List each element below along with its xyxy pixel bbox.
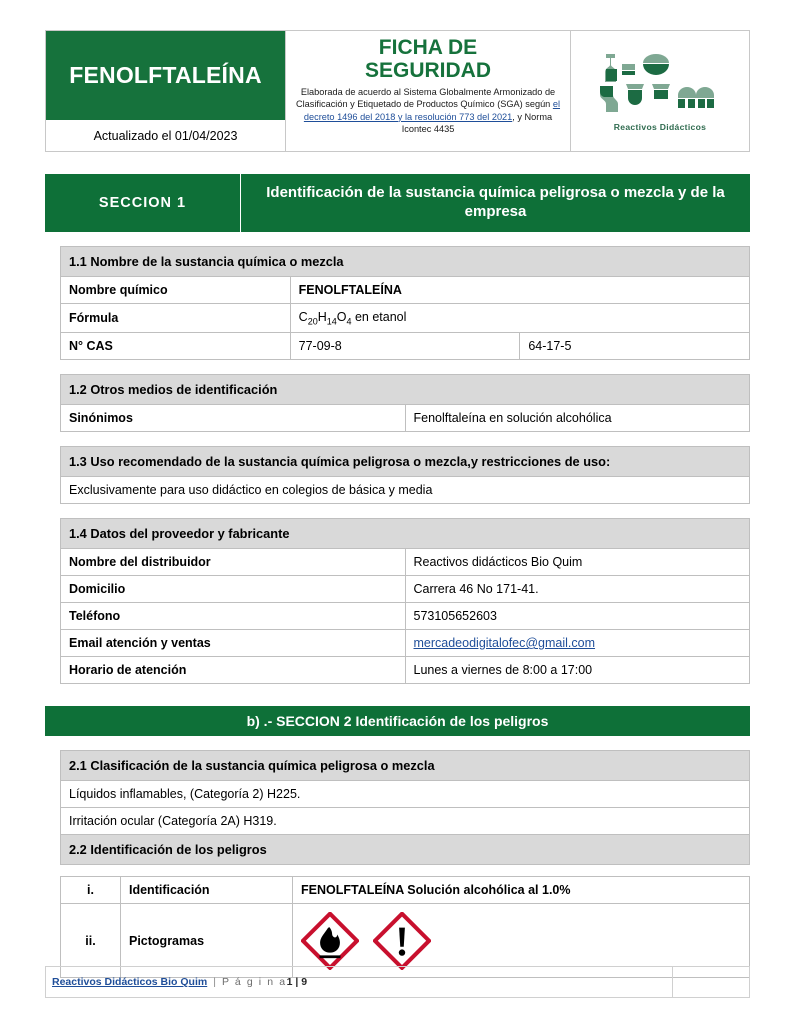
sheet-title-line2: SEGURIDAD [364, 58, 491, 82]
header-logo-cell [571, 31, 749, 151]
regulation-link[interactable]: el decreto 1496 del 2018 y la resolución 773 del 2021 [303, 99, 561, 122]
table-row [61, 276, 750, 303]
document-header [45, 30, 750, 152]
footer-separator: | [213, 976, 216, 988]
section-2-banner [45, 706, 750, 736]
subsection-1-2-header [61, 375, 750, 405]
header-left-cell [46, 31, 286, 151]
row-label-sinonimos: Sinónimos [61, 405, 406, 432]
row-value-sinonimos: Fenolftaleína en solución alcohólica [405, 405, 750, 432]
table-row [61, 781, 750, 808]
table-1-2 [60, 374, 750, 432]
footer-table [45, 966, 750, 998]
row-label-nombre-quimico: Nombre químico [61, 276, 291, 303]
table-row [61, 657, 750, 684]
subsection-2-2-header [61, 835, 750, 865]
page-footer [45, 966, 750, 998]
subsection-1-3-header [61, 447, 750, 477]
ghs07-exclamation-icon [373, 912, 431, 970]
row-value-formula: $C_{20}H_{14}O_4$ en etanol [290, 303, 749, 333]
section-1-title: Identificación de la sustancia química peligrosa o mezcla y de la empresa [266, 184, 725, 220]
row-label-distribuidor: Nombre del distribuidor [61, 549, 406, 576]
row-label-email: Email atención y ventas [61, 630, 406, 657]
table-row [61, 877, 750, 904]
subsection-1-1-title: 1.1 Nombre de la sustancia química o mezcla [61, 246, 750, 276]
item-value-identificacion: FENOLFTALEÍNA Solución alcohólica al 1.0% [293, 877, 750, 904]
table-1-1 [60, 246, 750, 361]
email-link[interactable]: mercadeodigitalofec@gmail.com [413, 636, 596, 650]
table-row [61, 576, 750, 603]
table-row [61, 333, 750, 360]
table-row [61, 603, 750, 630]
subsection-2-1-title: 2.1 Clasificación de la sustancia química peligrosa o mezcla [61, 751, 750, 781]
item-label-pictogramas: Pictogramas [121, 904, 293, 978]
pictogram-group [301, 912, 741, 970]
header-center-cell [286, 31, 571, 151]
company-logo [596, 50, 724, 132]
footer-left-cell [46, 967, 673, 998]
row-label-telefono: Teléfono [61, 603, 406, 630]
row-value-cas-1: 77-09-8 [290, 333, 520, 360]
table-row [61, 405, 750, 432]
subtitle-text-after: , y Norma Icontec 4435 [401, 111, 553, 134]
table-2-2 [60, 876, 750, 978]
section-1-banner [45, 174, 750, 232]
subsection-1-3-title: 1.3 Uso recomendado de la sustancia química peligrosa o mezcla,y restricciones de uso: [61, 447, 750, 477]
footer-page-word: P á g i n a [221, 976, 287, 988]
row-value-email [405, 630, 750, 657]
row-value-nombre-quimico: FENOLFTALEÍNA [290, 276, 749, 303]
product-name-block: FENOLFTALEÍNA [46, 31, 285, 120]
sheet-title [365, 37, 491, 82]
logo-subtitle: Reactivos Didácticos [613, 122, 707, 132]
table-row [61, 477, 750, 504]
classification-item-2: Irritación ocular (Categoría 2A) H319. [61, 808, 750, 835]
section-1-label: SECCION 1 [45, 174, 241, 232]
row-value-cas-2: 64-17-5 [520, 333, 750, 360]
table-2-1 [60, 750, 750, 865]
row-label-domicilio: Domicilio [61, 576, 406, 603]
footer-right-cell [673, 967, 750, 998]
subsection-1-2-title: 1.2 Otros medios de identificación [61, 375, 750, 405]
subsection-1-1-header [61, 246, 750, 276]
row-label-horario: Horario de atención [61, 657, 406, 684]
subtitle-text-before: Elaborada de acuerdo al Sistema Globalmente Armonizado de Clasificación y Etiquetado de Productos Químico (SGA) según [295, 87, 556, 110]
footer-company-link[interactable]: Reactivos Didácticos Bio Quim [52, 976, 208, 988]
footer-page-number: 1 | 9 [286, 976, 308, 988]
row-value-horario: Lunes a viernes de 8:00 a 17:00 [405, 657, 750, 684]
updated-date: Actualizado el 01/04/2023 [46, 120, 285, 151]
table-1-3 [60, 446, 750, 504]
subsection-1-4-header [61, 519, 750, 549]
row-value-domicilio: Carrera 46 No 171-41. [405, 576, 750, 603]
sheet-subtitle [292, 86, 564, 135]
row-label-cas: N° CAS [61, 333, 291, 360]
table-row [61, 630, 750, 657]
row-value-distribuidor: Reactivos didácticos Bio Quim [405, 549, 750, 576]
row-label-formula: Fórmula [61, 303, 291, 333]
table-row [61, 808, 750, 835]
table-row [46, 967, 750, 998]
subsection-2-2-title: 2.2 Identificación de los peligros [61, 835, 750, 865]
sheet-title-line1: FICHA DE [378, 36, 478, 59]
item-numeral-i: i. [61, 877, 121, 904]
bioquim-logo-icon [596, 50, 724, 116]
table-row [61, 303, 750, 333]
item-label-identificacion: Identificación [121, 877, 293, 904]
table-1-4 [60, 518, 750, 684]
classification-item-1: Líquidos inflamables, (Categoría 2) H225. [61, 781, 750, 808]
row-value-uso-recomendado: Exclusivamente para uso didáctico en colegios de básica y media [61, 477, 750, 504]
section-2-title: b) .- SECCION 2 Identificación de los peligros [246, 713, 549, 729]
item-numeral-ii: ii. [61, 904, 121, 978]
row-value-telefono: 573105652603 [405, 603, 750, 630]
subsection-2-1-header [61, 751, 750, 781]
ghs02-flame-icon [301, 912, 359, 970]
subsection-1-4-title: 1.4 Datos del proveedor y fabricante [61, 519, 750, 549]
table-row [61, 549, 750, 576]
